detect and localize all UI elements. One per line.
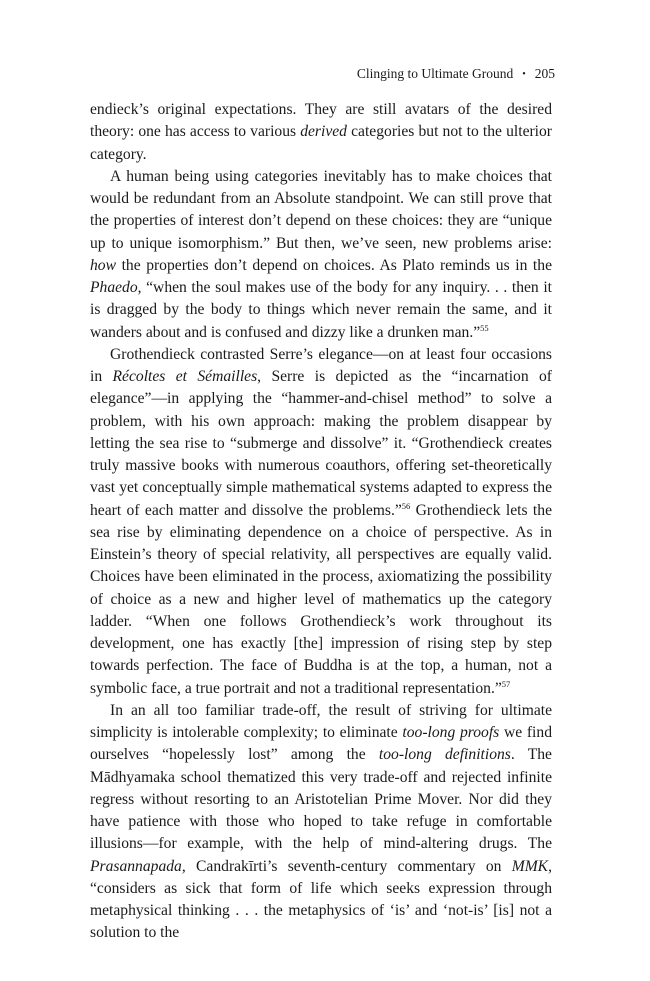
page-number: 205 — [534, 66, 555, 81]
text-run: In an all too familiar trade-off, the result of striving for ultimate simplicity is intolerable complexity; to eliminate — [90, 701, 552, 741]
footnote-ref: 57 — [501, 678, 511, 689]
text-run: , Serre is depicted as the “incarnation of elegance”—in applying the “hammer-and-chisel method” to solve a problem, with his own approach: making the problem disappear by letting the sea rise to “submerge and dissolve” it. “Grothendieck creates truly massive books with numerous coauthors, offering set-theoretically vast yet conceptually simple mathematical systems adapted to express the heart of each matter and dissolve the problems.” — [90, 368, 553, 519]
italic-text: Phaedo — [90, 279, 138, 296]
paragraph — [90, 700, 552, 945]
footnote-ref: 55 — [480, 322, 489, 333]
text-run: , Candrakīrti’s seventh-century commentary on — [181, 857, 512, 875]
text-run: the properties don’t depend on choices. As Plato reminds us in the — [116, 256, 552, 274]
separator-bullet: • — [522, 69, 526, 80]
paragraph — [90, 99, 552, 166]
text-run: Grothendieck contrasted Serre’s elegance—on at least four occasions in — [90, 345, 552, 385]
text-run: we find ourselves “hopelessly lost” among the — [90, 724, 552, 764]
body-text — [90, 99, 552, 945]
paragraph — [90, 344, 552, 700]
running-title: Clinging to Ultimate Ground — [356, 66, 514, 81]
italic-text: derived — [300, 123, 347, 141]
italic-text: Récoltes et Sémailles — [112, 368, 258, 385]
text-run: , “when the soul makes use of the body for any inquiry. . . then it is dragged by the body to things which never remain the same, and it wanders about and is confused and dizzy like a drunken man.” — [90, 279, 552, 341]
text-run: Grothendieck lets the sea rise by eliminating dependence on a choice of perspective. As in Einstein’s theory of special relativity, all perspectives are equally valid. Choices have been eliminated in the process, axiomatizing the possibility of choice as a new and higher level of mathematics up the category ladder. “When one follows Grothendieck’s work throughout its development, one has exactly [the] impression of rising step by step towards perfection. The face of Buddha is at the top, a human, not a symbolic face, a true portrait and not a traditional representation.” — [90, 501, 552, 697]
italic-text: Prasannapada — [90, 857, 182, 875]
text-run: categories but not to the ulterior category. — [90, 123, 553, 163]
italic-text: MMK — [511, 857, 549, 875]
text-run: . The Mādhyamaka school thematized this very trade-off and rejected infinite regress without resorting to an Aristotelian Prime Mover. Nor did they have patience with those who hoped to take refuge in comfortable illusions—for example, with the help of mind-altering drugs. The — [90, 746, 552, 853]
text-run: , “considers as sick that form of life which seeks expression through metaphysical thinking . . . the metaphysics of ‘is’ and ‘not-is’ [is] not a solution to the — [90, 857, 552, 942]
text-run: endieck’s original expectations. They are still avatars of the desired theory: one has access to various — [90, 101, 552, 141]
footnote-ref: 56 — [401, 500, 411, 511]
text-run: A human being using categories inevitably has to make choices that would be redundant from an Absolute standpoint. We can still prove that the properties of interest don’t depend on these choices: they are “unique up to unique isomorphism.” But then, we’ve seen, new problems arise: — [90, 167, 552, 252]
running-head — [357, 66, 555, 84]
italic-text: too-long proofs — [402, 724, 500, 741]
italic-text: too-long definitions — [378, 746, 511, 764]
italic-text: how — [90, 256, 116, 274]
paragraph — [90, 166, 552, 344]
